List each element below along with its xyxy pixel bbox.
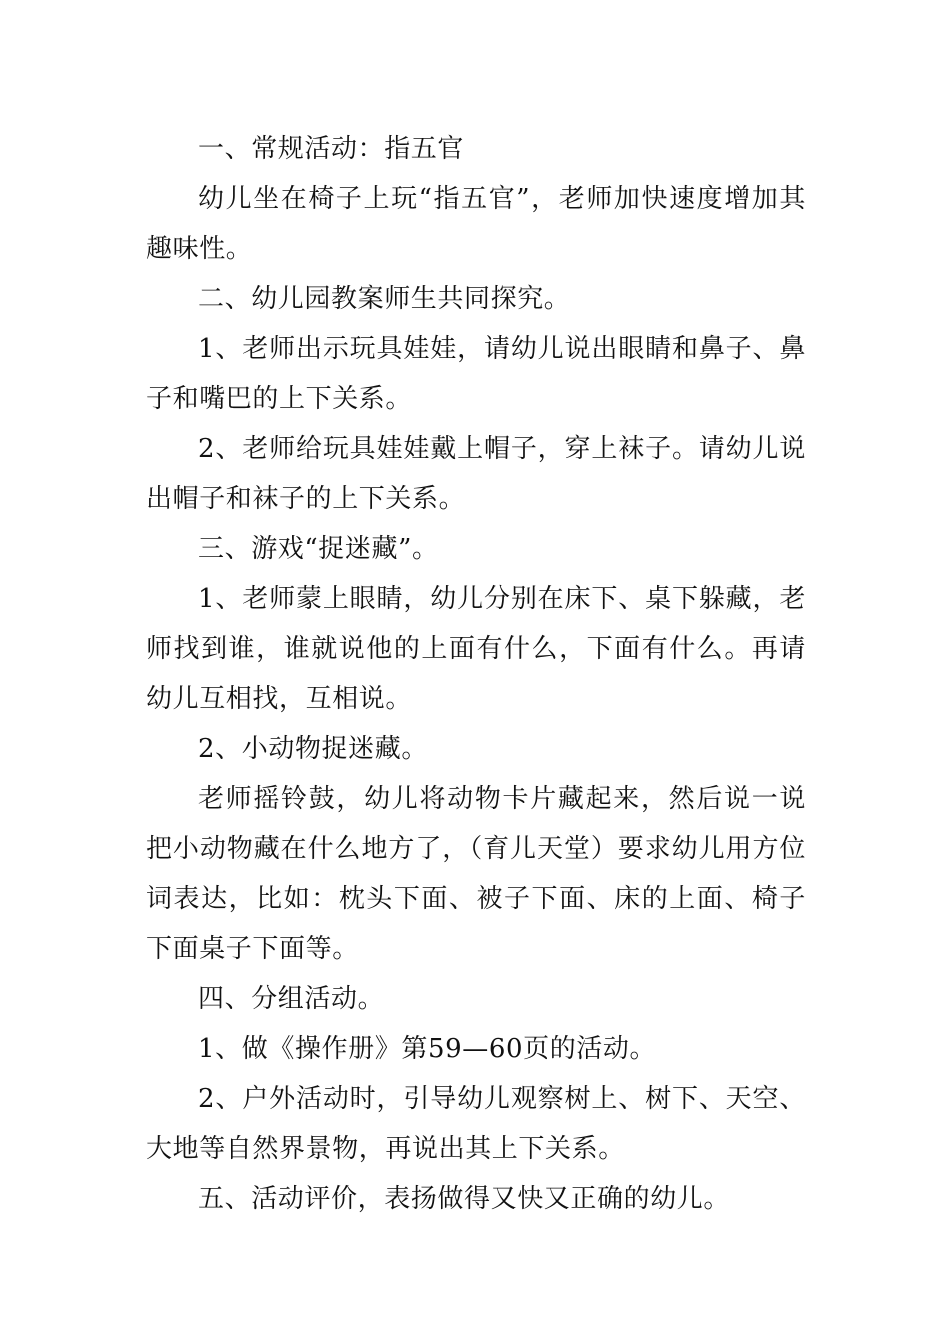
section-heading-routine-activity: 一、常规活动：指五官 [198,134,465,164]
section-heading-group-activity: 四、分组活动。 [198,984,385,1014]
paragraph-doll-hat-socks: 2、老师给玩具娃娃戴上帽子，穿上袜子。请幼儿说出帽子和袜子的上下关系。 [146,434,806,514]
paragraph-point-facial-features: 幼儿坐在椅子上玩“指五官”，老师加快速度增加其趣味性。 [146,184,806,264]
section-heading-evaluation: 五、活动评价，表扬做得又快又正确的幼儿。 [198,1184,731,1214]
paragraph-animal-hide-and-seek: 2、小动物捉迷藏。 [198,734,428,764]
section-heading-hide-and-seek: 三、游戏“捉迷藏”。 [198,534,439,564]
paragraph-teacher-blindfold: 1、老师蒙上眼睛，幼儿分别在床下、桌下躲藏，老师找到谁，谁就说他的上面有什么，下面有什么。再请幼儿互相找，互相说。 [146,584,806,714]
paragraph-workbook: 1、做《操作册》第59—60页的活动。 [198,1034,657,1064]
document-body [146,124,806,1224]
paragraph-animal-cards: 老师摇铃鼓，幼儿将动物卡片藏起来，然后说一说把小动物藏在什么地方了，（育儿天堂）要求幼儿用方位词表达，比如：枕头下面、被子下面、床的上面、椅子下面桌子下面等。 [146,784,806,964]
paragraph-doll-face: 1、老师出示玩具娃娃，请幼儿说出眼睛和鼻子、鼻子和嘴巴的上下关系。 [146,334,806,414]
paragraph-outdoor-activity: 2、户外活动时，引导幼儿观察树上、树下、天空、大地等自然界景物，再说出其上下关系。 [146,1084,806,1164]
section-heading-explore-together: 二、幼儿园教案师生共同探究。 [198,284,571,314]
